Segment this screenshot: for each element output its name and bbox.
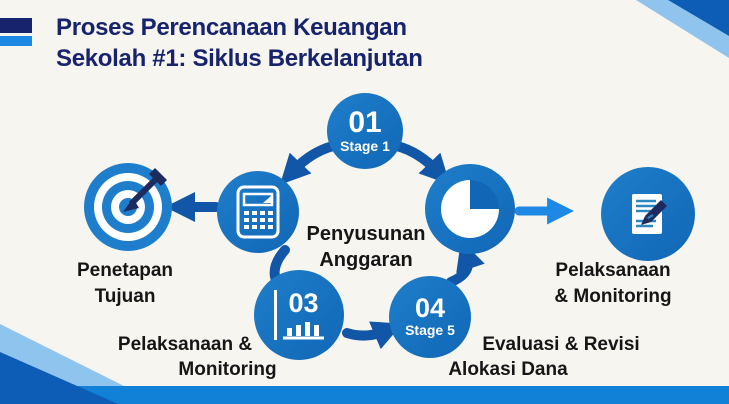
- calculator-icon: [235, 184, 281, 240]
- allocation-node: [425, 164, 515, 254]
- stage1-number: 01: [348, 105, 382, 139]
- stage3-node: [254, 270, 344, 360]
- page-title: [56, 12, 423, 74]
- title-line1: Proses Perencanaan Keuangan: [56, 14, 407, 41]
- label-penyusunan-anggaran: [286, 221, 446, 273]
- pie-chart-icon: [441, 180, 499, 238]
- label-line: Tujuan: [94, 286, 156, 307]
- label-line: Penyusunan: [306, 223, 426, 245]
- target-icon: [81, 160, 175, 254]
- stage1-label: Stage 1: [340, 137, 390, 154]
- title-line2: Sekolah #1: Siklus Berkelanjutan: [56, 45, 423, 72]
- label-line: Anggaran: [319, 249, 413, 271]
- goal-node: [81, 160, 175, 254]
- label-evaluasi-revisi: [440, 332, 650, 382]
- label-line: Evaluasi & Revisi: [482, 334, 640, 355]
- stage3-content: [274, 290, 325, 340]
- arrow-stage3-to-stage4: [347, 331, 385, 336]
- document-pencil-icon: [623, 189, 673, 239]
- label-line: Alokasi Dana: [448, 359, 568, 380]
- label-line: Penetapan: [76, 260, 174, 281]
- arrow-stage1-to-allocation: [397, 146, 437, 171]
- label-line: Pelaksanaan &: [117, 334, 253, 355]
- arrow-stage1-to-budget: [293, 146, 333, 171]
- label-line: Monitoring: [178, 359, 277, 380]
- label-line: & Monitoring: [554, 286, 672, 307]
- stage1-node: [327, 93, 403, 169]
- stage3-number: 03: [288, 288, 319, 318]
- stage4-label: Stage 5: [405, 322, 455, 338]
- label-pelaksanaan-monitoring-right: [532, 258, 694, 310]
- bar-chart-icon: [283, 317, 325, 340]
- title-marker-light: [0, 36, 32, 46]
- budget-node: [217, 171, 299, 253]
- label-line: Pelaksanaan: [555, 260, 671, 281]
- stage4-node: [389, 276, 471, 358]
- monitoring-node: [601, 167, 695, 261]
- stage4-number: 04: [414, 293, 446, 323]
- arrow-stage4-to-allocation: [451, 258, 468, 282]
- label-penetapan-tujuan: [41, 258, 209, 310]
- title-marker-dark: [0, 18, 32, 33]
